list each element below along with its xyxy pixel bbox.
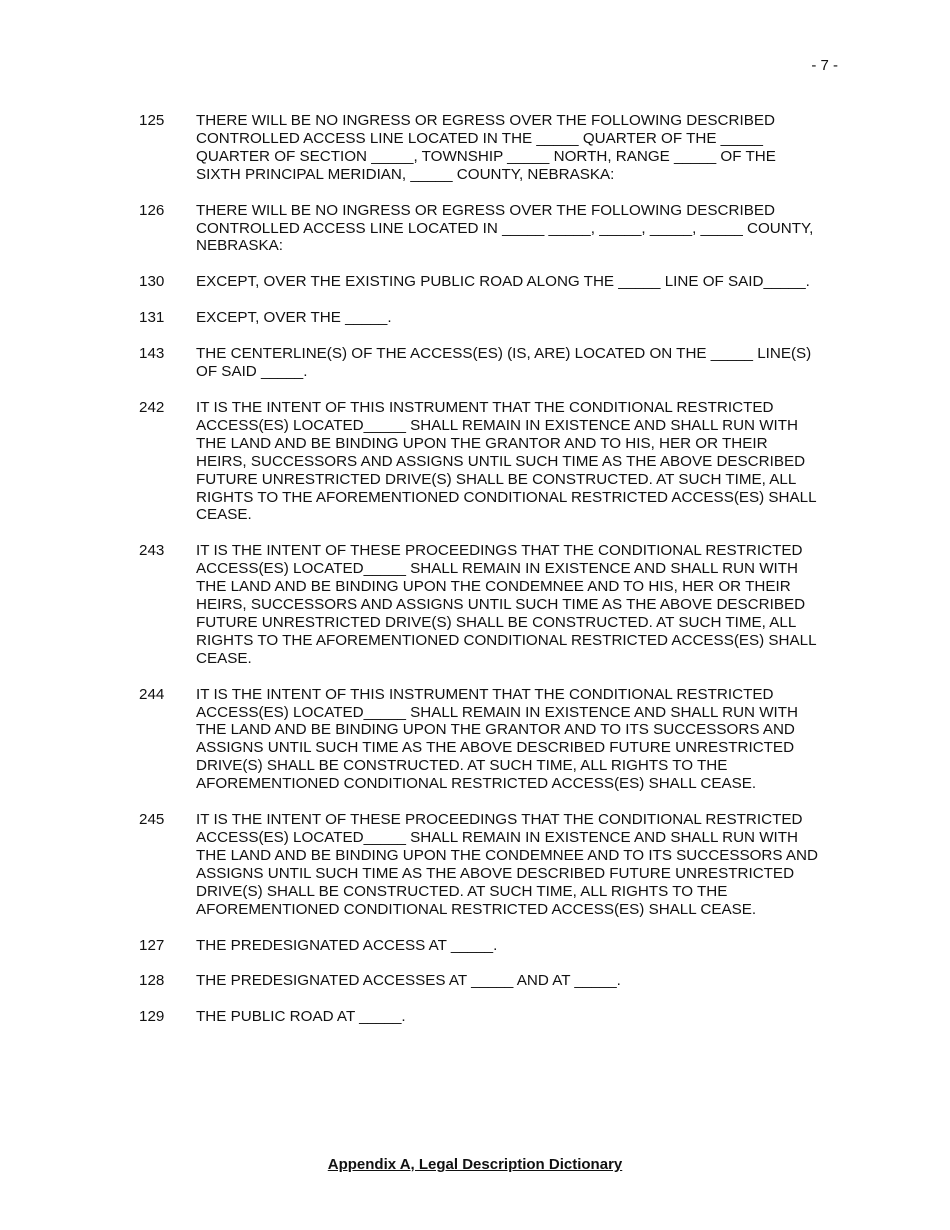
- entry-text: EXCEPT, OVER THE _____.: [196, 309, 392, 327]
- entry-243: [139, 542, 839, 667]
- entry-code: 244: [139, 685, 165, 703]
- entry-text: THE CENTERLINE(S) OF THE ACCESS(ES) (IS, ARE) LOCATED ON THE _____ LINE(S) OF SAID _____.: [196, 345, 812, 381]
- entry-code: 243: [139, 542, 165, 560]
- entry-127: [139, 937, 839, 955]
- entry-code: 130: [139, 273, 165, 291]
- entry-code: 242: [139, 398, 165, 416]
- entry-245: [139, 811, 839, 918]
- entry-code: 125: [139, 112, 165, 129]
- entry-text: THERE WILL BE NO INGRESS OR EGRESS OVER THE FOLLOWING DESCRIBED CONTROLLED ACCESS LINE LOCATED IN _____ _____, _____, _____, _____ COUNTY, NEBRASKA:: [196, 201, 814, 255]
- entry-244: [139, 686, 839, 793]
- entry-code: 126: [139, 201, 165, 219]
- entry-text: THERE WILL BE NO INGRESS OR EGRESS OVER THE FOLLOWING DESCRIBED CONTROLLED ACCESS LINE LOCATED IN THE _____ QUARTER OF THE _____ QUARTER OF SECTION _____, TOWNSHIP _____ NORTH, RANGE _____ OF THE SIXTH PRINCIPAL MERIDIAN, _____ COUNTY, NEBRASKA:: [196, 112, 776, 183]
- entry-text: IT IS THE INTENT OF THIS INSTRUMENT THAT THE CONDITIONAL RESTRICTED ACCESS(ES) LOCATED_____ SHALL REMAIN IN EXISTENCE AND SHALL RUN WITH THE LAND AND BE BINDING UPON THE GRANTOR AND TO HIS, HER OR THEIR HEIRS, SUCCESSORS AND ASSIGNS UNTIL SUCH TIME AS THE ABOVE DESCRIBED FUTURE UNRESTRICTED DRIVE(S) SHALL BE CONSTRUCTED. AT SUCH TIME, ALL RIGHTS TO THE AFOREMENTIONED CONDITIONAL RESTRICTED ACCESS(ES) SHALL CEASE.: [196, 398, 817, 524]
- entry-143: [139, 345, 839, 381]
- entry-code: 131: [139, 309, 165, 327]
- entry-242: [139, 399, 839, 524]
- entry-129: [139, 1008, 839, 1026]
- entry-text: IT IS THE INTENT OF THESE PROCEEDINGS THAT THE CONDITIONAL RESTRICTED ACCESS(ES) LOCATED_____ SHALL REMAIN IN EXISTENCE AND SHALL RUN WITH THE LAND AND BE BINDING UPON THE CONDEMNEE AND TO HIS, HER OR THEIR HEIRS, SUCCESSORS AND ASSIGNS UNTIL SUCH TIME AS THE ABOVE DESCRIBED FUTURE UNRESTRICTED DRIVE(S) SHALL BE CONSTRUCTED. AT SUCH TIME, ALL RIGHTS TO THE AFOREMENTIONED CONDITIONAL RESTRICTED ACCESS(ES) SHALL CEASE.: [196, 542, 817, 667]
- entry-text: IT IS THE INTENT OF THESE PROCEEDINGS THAT THE CONDITIONAL RESTRICTED ACCESS(ES) LOCATED_____ SHALL REMAIN IN EXISTENCE AND SHALL RUN WITH THE LAND AND BE BINDING UPON THE CONDEMNEE AND TO ITS SUCCESSORS AND ASSIGNS UNTIL SUCH TIME AS THE ABOVE DESCRIBED FUTURE UNRESTRICTED DRIVE(S) SHALL BE CONSTRUCTED. AT SUCH TIME, ALL RIGHTS TO THE AFOREMENTIONED CONDITIONAL RESTRICTED ACCESS(ES) SHALL CEASE.: [196, 811, 818, 918]
- entry-text: THE PUBLIC ROAD AT _____.: [196, 1008, 406, 1026]
- legal-description-entries: [139, 112, 839, 1044]
- entry-130: [139, 273, 839, 291]
- entry-code: 128: [139, 972, 165, 990]
- entry-131: [139, 309, 839, 327]
- entry-126: [139, 202, 839, 256]
- entry-code: 129: [139, 1008, 165, 1026]
- entry-128: [139, 972, 839, 990]
- entry-code: 245: [139, 811, 165, 829]
- entry-125: [139, 112, 839, 184]
- entry-text: THE PREDESIGNATED ACCESSES AT _____ AND AT _____.: [196, 972, 621, 990]
- footer-title: Appendix A, Legal Description Dictionary: [327, 1156, 623, 1173]
- page-number: - 7 -: [811, 57, 838, 74]
- entry-code: 127: [139, 936, 165, 954]
- entry-text: EXCEPT, OVER THE EXISTING PUBLIC ROAD ALONG THE _____ LINE OF SAID_____.: [196, 273, 810, 291]
- entry-text: THE PREDESIGNATED ACCESS AT _____.: [196, 936, 498, 954]
- entry-code: 143: [139, 345, 165, 363]
- entry-text: IT IS THE INTENT OF THIS INSTRUMENT THAT THE CONDITIONAL RESTRICTED ACCESS(ES) LOCATED_____ SHALL REMAIN IN EXISTENCE AND SHALL RUN WITH THE LAND AND BE BINDING UPON THE GRANTOR AND TO ITS SUCCESSORS AND ASSIGNS UNTIL SUCH TIME AS THE ABOVE DESCRIBED FUTURE UNRESTRICTED DRIVE(S) SHALL BE CONSTRUCTED. AT SUCH TIME, ALL RIGHTS TO THE AFOREMENTIONED CONDITIONAL RESTRICTED ACCESS(ES) SHALL CEASE.: [196, 685, 799, 793]
